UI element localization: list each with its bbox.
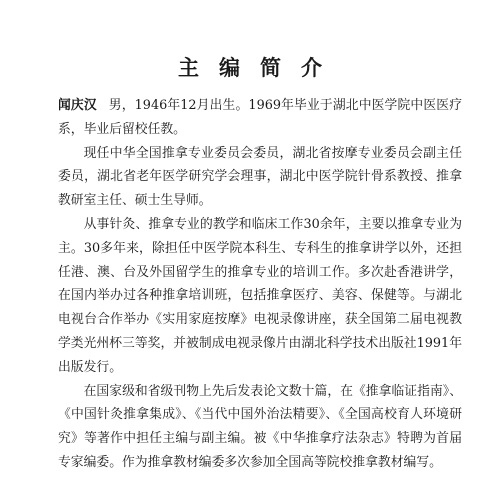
career-paragraph: 从事针灸、推拿专业的教学和临床工作30余年，主要以推拿专业为主。30多年来，除担任中医学院本科生、专科生的推拿讲学以外，还担任港、澳、台及外国留学生的推拿专业的培训工作。多次赴香港讲学，在国内举办过各种推拿培训班，包括推拿医疗、美容、保健等。与湖北电视台合作举办《实用家庭按摩》电视录像讲座，获全国第二届电视教学类光州杯三等奖，并被制成电视录像片由湖北科学技术出版社1991年出版发行。 (58, 216, 462, 375)
page-title: 主编简介 (178, 56, 342, 80)
biography-body (58, 94, 462, 475)
publications-paragraph: 在国家级和省级刊物上先后发表论文数十篇，在《推拿临证指南》、《中国针灸推拿集成》、《当代中国外治法精要》、《全国高校育人环境研究》等著作中担任主编与副主编。被《中华推拿疗法杂志》特聘为首届专家编委。作为推拿教材编委多次参加全国高等院校推拿教材编写。 (58, 383, 462, 470)
intro-text: 男，1946年12月出生。1969年毕业于湖北中医学院中医医疗系，毕业后留校任教。 (58, 98, 463, 137)
positions-paragraph: 现任中华全国推拿专业委员会委员，湖北省按摩专业委员会副主任委员，湖北省老年医学研究学会理事，湖北中医学院针骨系教授、推拿教研室主任、硕士生导师。 (58, 145, 462, 209)
author-name: 闻庆汉 (58, 98, 97, 113)
intro-paragraph (58, 94, 462, 142)
